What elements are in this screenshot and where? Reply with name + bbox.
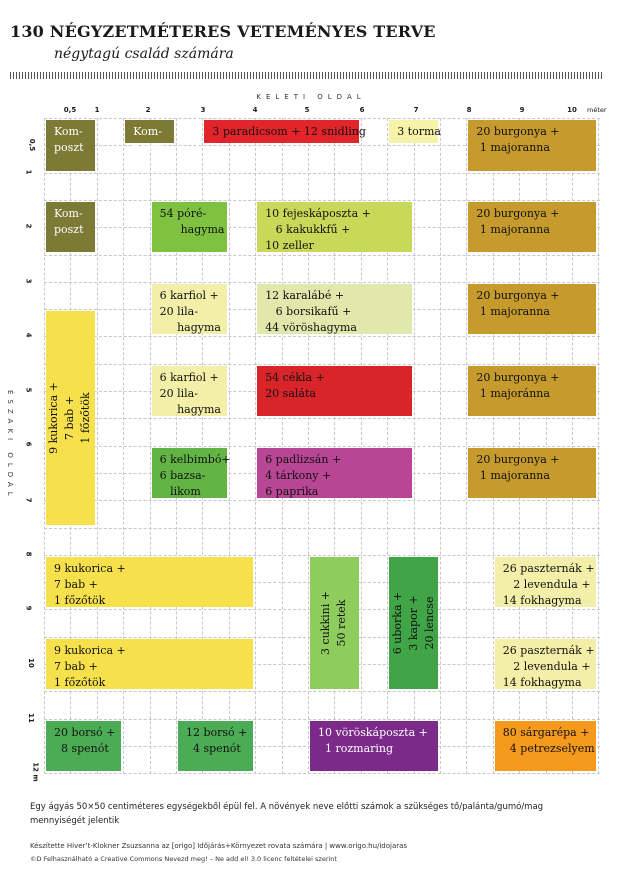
- garden-bed-label: 10 vöröskáposzta + 1 rozmaring: [318, 725, 428, 755]
- garden-bed-kompost-3: [46, 202, 95, 253]
- garden-bed-kelbimbo: [152, 448, 231, 499]
- garden-bed-label: 9 kukorica + 7 bab + 1 főzőtök: [47, 382, 93, 455]
- garden-bed-label: 54 cékla + 20 saláta: [265, 370, 325, 400]
- garden-bed-borso-2: [178, 721, 253, 772]
- x-unit-label: méter: [587, 106, 607, 114]
- garden-bed-kukorica-3: [46, 639, 253, 690]
- footer-credit: Készítette Hiver’t-Klokner Zsuzsanna az [origo] Időjárás+Környezet rovata számára | www.origo.hu/idojaras: [30, 842, 408, 850]
- north-side-label: ÉSZAKI OLDAL: [6, 390, 14, 501]
- garden-bed-burgonya-1: [468, 120, 596, 171]
- y-axis-tick: 4: [24, 332, 33, 338]
- garden-bed-label: 20 burgonya + 1 majoranna: [476, 288, 560, 318]
- grid-line-horizontal: [44, 173, 600, 174]
- grid-line-horizontal: [44, 336, 600, 337]
- x-axis-tick: 7: [413, 106, 419, 114]
- grid-line-horizontal: [44, 364, 600, 365]
- y-axis-tick: 9: [24, 605, 33, 611]
- garden-bed-label: 6 karfiol + 20 lila- hagyma: [159, 288, 221, 334]
- grid-line-horizontal: [44, 418, 600, 419]
- garden-bed-label: 26 paszternák + 2 levendula + 14 fokhagyma: [502, 561, 595, 607]
- x-axis-tick: 5: [304, 106, 310, 114]
- grid-line-horizontal: [44, 500, 600, 501]
- garden-bed-sargarepa: [495, 721, 597, 772]
- garden-bed-kompost-1: [46, 120, 95, 171]
- garden-bed-label: 20 borsó + 8 spenót: [54, 725, 116, 755]
- garden-bed-label: 12 borsó + 4 spenót: [186, 725, 248, 755]
- garden-bed-borso-1: [46, 721, 121, 772]
- grid-line-horizontal: [44, 691, 600, 692]
- garden-bed-karalabe: [257, 284, 411, 335]
- y-axis-tick: 5: [24, 387, 33, 393]
- garden-bed-label: 9 kukorica + 7 bab + 1 főzőtök: [54, 643, 126, 689]
- garden-bed-padlizsan: [257, 448, 411, 499]
- garden-bed-label: Kom- poszt: [54, 125, 84, 154]
- y-axis-tick: 2: [24, 223, 33, 229]
- title-divider: [10, 72, 602, 79]
- grid-line-horizontal: [44, 719, 600, 720]
- grid-line-horizontal: [44, 446, 600, 447]
- x-axis-tick: 2: [145, 106, 151, 114]
- garden-bed-karfiol-1: [152, 284, 227, 335]
- y-axis-tick: 0,5: [28, 138, 37, 152]
- garden-bed-label: 20 burgonya + 1 majoranna: [476, 452, 560, 482]
- y-axis-tick: 7: [24, 497, 33, 503]
- garden-bed-label: 26 paszternák + 2 levendula + 14 fokhagyma: [502, 643, 595, 689]
- garden-bed-torma: [389, 120, 441, 143]
- y-axis-tick: 6: [24, 441, 33, 447]
- page-subtitle: négytagú család számára: [54, 46, 234, 62]
- garden-bed-cukkini: [310, 557, 359, 690]
- garden-bed-label: 54 póré- hagyma: [159, 206, 225, 236]
- grid-line-horizontal: [44, 200, 600, 201]
- garden-bed-label: Kom- poszt: [133, 125, 163, 154]
- y-axis-tick: 11: [26, 713, 35, 723]
- x-axis-tick: 9: [519, 106, 525, 114]
- garden-bed-label: 6 padlizsán + 4 tárkony + 6 paprika: [265, 452, 342, 498]
- garden-bed-label: 12 karalábé + 6 borsikafű + 44 vöröshagyma: [265, 288, 357, 334]
- garden-bed-burgonya-5: [468, 448, 596, 499]
- x-axis-tick: 8: [466, 106, 472, 114]
- garden-bed-label: 3 cukkini + 50 retek: [319, 591, 349, 655]
- garden-bed-label: 20 burgonya + 1 majoránna: [476, 370, 560, 400]
- garden-bed-paszternak-2: [495, 639, 597, 690]
- garden-bed-label: 6 uborka + 3 kapor + 20 lencse: [390, 591, 436, 655]
- east-side-label: KELETI OLDAL: [256, 93, 366, 101]
- grid-line-horizontal: [44, 118, 600, 119]
- footer-license: ©D Felhasználható a Creative Commons Nevezd meg! – Ne add el! 3.0 licenc feltételei szerint: [30, 855, 337, 863]
- x-axis-tick: 4: [252, 106, 258, 114]
- y-axis-tick: 10: [26, 658, 35, 668]
- x-axis-tick: 3: [200, 106, 206, 114]
- grid-line-horizontal: [44, 555, 600, 556]
- x-axis-tick: 1: [94, 106, 100, 114]
- x-axis-tick: 6: [359, 106, 365, 114]
- x-axis-tick: 0,5: [63, 106, 77, 114]
- garden-bed-label: 3 paradicsom + 12 snidling: [212, 125, 366, 138]
- garden-bed-pore: [152, 202, 227, 253]
- garden-bed-label: 9 kukorica + 7 bab + 1 főzőtök: [54, 561, 126, 607]
- grid-line-horizontal: [44, 773, 600, 774]
- garden-bed-fejeskaposzta: [257, 202, 411, 253]
- garden-bed-voroskaposzta: [310, 721, 438, 772]
- garden-bed-label: 10 fejeskáposzta + 6 kakukkfű + 10 zeller: [265, 206, 371, 252]
- garden-bed-label: 20 burgonya + 1 majoranna: [476, 125, 560, 154]
- garden-bed-cekla: [257, 366, 411, 417]
- garden-bed-uborka: [389, 557, 438, 690]
- y-axis-tick: 8: [24, 551, 33, 557]
- grid-line-horizontal: [44, 528, 600, 529]
- grid-line-horizontal: [44, 282, 600, 283]
- garden-bed-paradicsom: [204, 120, 366, 143]
- y-axis-tick: 3: [24, 278, 33, 284]
- garden-bed-burgonya-4: [468, 366, 596, 417]
- garden-bed-label: 3 torma: [397, 125, 441, 138]
- y-axis-tick: 1: [24, 169, 33, 175]
- garden-bed-label: 20 burgonya + 1 majoranna: [476, 206, 560, 236]
- footer-note: Egy ágyás 50×50 centiméteres egységekből épül fel. A növények neve előtti számok a szükséges tő/palánta/gumó/mag mennyiségét jelentik: [30, 802, 544, 826]
- garden-bed-label: 80 sárgarépa + 4 petrezselyem: [502, 725, 595, 755]
- garden-bed-kukorica-1: [46, 311, 95, 525]
- grid-line-horizontal: [44, 255, 600, 256]
- garden-bed-kompost-2: [125, 120, 174, 154]
- garden-bed-karfiol-2: [152, 366, 227, 417]
- garden-bed-paszternak-1: [495, 557, 597, 608]
- garden-bed-burgonya-3: [468, 284, 596, 335]
- garden-bed-burgonya-2: [468, 202, 596, 253]
- y-axis-tick: 12 m: [31, 762, 40, 782]
- x-axis-tick: 10: [567, 106, 577, 114]
- page-title: 130 NÉGYZETMÉTERES VETEMÉNYES TERVE: [10, 22, 436, 41]
- garden-bed-label: Kom- poszt: [54, 206, 84, 236]
- garden-bed-kukorica-2: [46, 557, 253, 608]
- garden-bed-label: 6 kelbimbó+ 6 bazsa- likom: [159, 452, 231, 498]
- garden-bed-label: 6 karfiol + 20 lila- hagyma: [159, 370, 221, 416]
